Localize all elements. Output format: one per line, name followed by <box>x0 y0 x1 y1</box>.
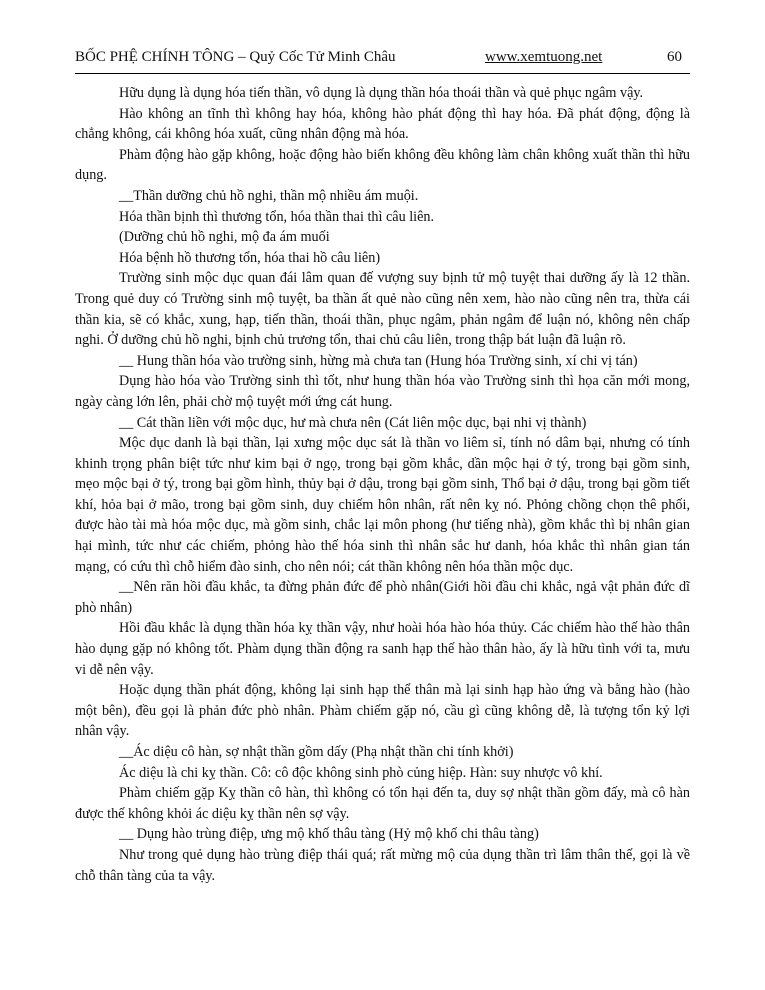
paragraph: Mộc dục danh là bại thần, lại xưng mộc dục sát là thần vo liêm sỉ, tính nó dâm bại, nhưng có tính khinh trọng phân biệt tức như kim bại ở ngọ, trong bại gồm khắc, dần mộc hại ở tý, trong bại gồm sinh, mẹo mộc bại ở tý, trong bại gồm hình, thủy bại ở dậu, trong bại gồm sinh, Thổ bại ở dậu, trong bại gồm tiết khí, hỏa bại ở mão, trong bại gồm sinh, duy chiếm hôn nhân, rất nên kỵ nó. Phỏng chồng chọn thê phối, được hào tài mà hóa mộc dục, mà gồm sinh, chắc lại môn phong (hư tiếng nhà), gồm khắc thì bị nhân gian hại mình, tức như các chiếm, phỏng hào thế hóa sinh thì nhân sắc hư danh, hóa khắc thì nhân gian tán mạng, có cứu thì chỗ hiểm đào sinh, cho nên nói; cát thần không nên hóa thần mộc dục. <box>75 435 690 575</box>
paragraph: Dụng hào hóa vào Trường sinh thì tốt, như hung thần hóa vào Trường sinh thì họa căn mới mong, ngày càng lớn lên, phải chờ mộ tuyệt mới ứng cát hung. <box>75 373 690 410</box>
paragraph: Hồi đầu khắc là dụng thần hóa kỵ thần vậy, như hoài hóa hào hóa thủy. Các chiếm hào thế hào thân hào dụng gặp nó không tốt. Phàm dụng thần động ra sanh hạp thế hào thân hào, ấy là hữu tình với ta, mưu vi dễ nên vậy. <box>75 620 690 678</box>
verse-heading: __Nên răn hồi đầu khắc, ta đừng phản đức để phò nhân(Giới hồi đầu chi khắc, ngả vật phản đức dĩ phò nhân) <box>75 579 690 616</box>
header-rule <box>75 73 690 74</box>
paragraph: Phàm động hào gặp không, hoặc động hào biến không đều không làm chân không xuất thần thì hữu dụng. <box>75 146 690 184</box>
verse-heading: __Thần dưỡng chủ hồ nghi, thần mộ nhiều ám muội. <box>119 187 419 204</box>
paragraph: Hào không an tĩnh thì không hay hóa, không hào phát động thì hay hóa. Đã phát động, động là chẳng không, cái không hóa xuất, cũng nhân động mà hóa. <box>75 105 690 143</box>
verse-line: Hóa thần bịnh thì thương tổn, hóa thần thai thì câu liên. <box>119 208 435 225</box>
verse-heading: __ Dụng hào trùng điệp, ưng mộ khố thâu tàng (Hỷ mộ khố chi thâu tàng) <box>119 826 539 843</box>
verse-heading: __Ác diệu cô hàn, sợ nhật thần gồm dấy (Phạ nhật thần chi tính khởi) <box>119 744 514 760</box>
page-body <box>75 83 690 886</box>
paragraph: Phàm chiếm gặp Kỵ thần cô hàn, thì không có tổn hại đến ta, duy sợ nhật thần gồm đấy, mà cô hàn được thế không khỏi ác diệu kỵ thần nên sợ vậy. <box>75 785 690 822</box>
page-header <box>75 48 690 74</box>
verse-heading: __ Hung thần hóa vào trường sinh, hừng mà chưa tan (Hung hóa Trường sinh, xí chi vị tán) <box>119 352 638 369</box>
paragraph: Trường sinh mộc dục quan đái lâm quan đế vượng suy bịnh tử mộ tuyệt thai dưỡng ấy là 12 thần. Trong quẻ duy có Trường sinh mộ tuyệt, ba thần ất quẻ nào cũng nên xem, hào nào cũng nên tra, thừa cái thần kia, sẽ có khắc, xung, hạp, tiến thần, thoái thần, phục ngâm, phản ngâm để luận nó, không nên chấp nghi. Ở dưỡng chủ hồ nghi, bịnh chủ trương tổn, thai chủ câu liên, trong thập bát luận đã luận rõ. <box>75 270 690 349</box>
paragraph: Hoặc dụng thần phát động, không lại sinh hạp thể thân mà lại sinh hạp hào ứng và bằng hào (hào một bên), đều gọi là phản đức phò nhân. Phàm chiếm gặp nó, cầu gì cũng không dễ, là tượng tổn kỷ lợi nhân vậy. <box>75 682 690 740</box>
book-title: BỐC PHỆ CHÍNH TÔNG – Quỷ Cốc Tử Minh Châu <box>75 49 396 65</box>
website-link[interactable]: www.xemtuong.net <box>485 49 603 65</box>
paragraph: Hữu dụng là dụng hóa tiến thần, vô dụng là dụng thần hóa thoái thần và quẻ phục ngâm vậy. <box>119 85 644 101</box>
paragraph: Như trong quẻ dụng hào trùng điệp thái quá; rất mừng mộ của dụng thần trì lâm thân thế, gọi là về chỗ thân tàng của ta vậy. <box>75 846 690 884</box>
verse-heading: __ Cát thần liền với mộc dục, hư mà chưa nên (Cát liên mộc dục, bại nhi vị thành) <box>119 414 587 431</box>
verse-line: Hóa bệnh hồ thương tổn, hóa thai hồ câu liên) <box>119 249 381 266</box>
paragraph: Ác diệu là chi kỵ thần. Cô: cô độc không sinh phò củng hiệp. Hàn: suy nhược vô khí. <box>119 764 603 781</box>
verse-line: (Dưỡng chủ hồ nghi, mộ đa ám muối <box>119 229 330 246</box>
page-number: 60 <box>667 49 682 65</box>
